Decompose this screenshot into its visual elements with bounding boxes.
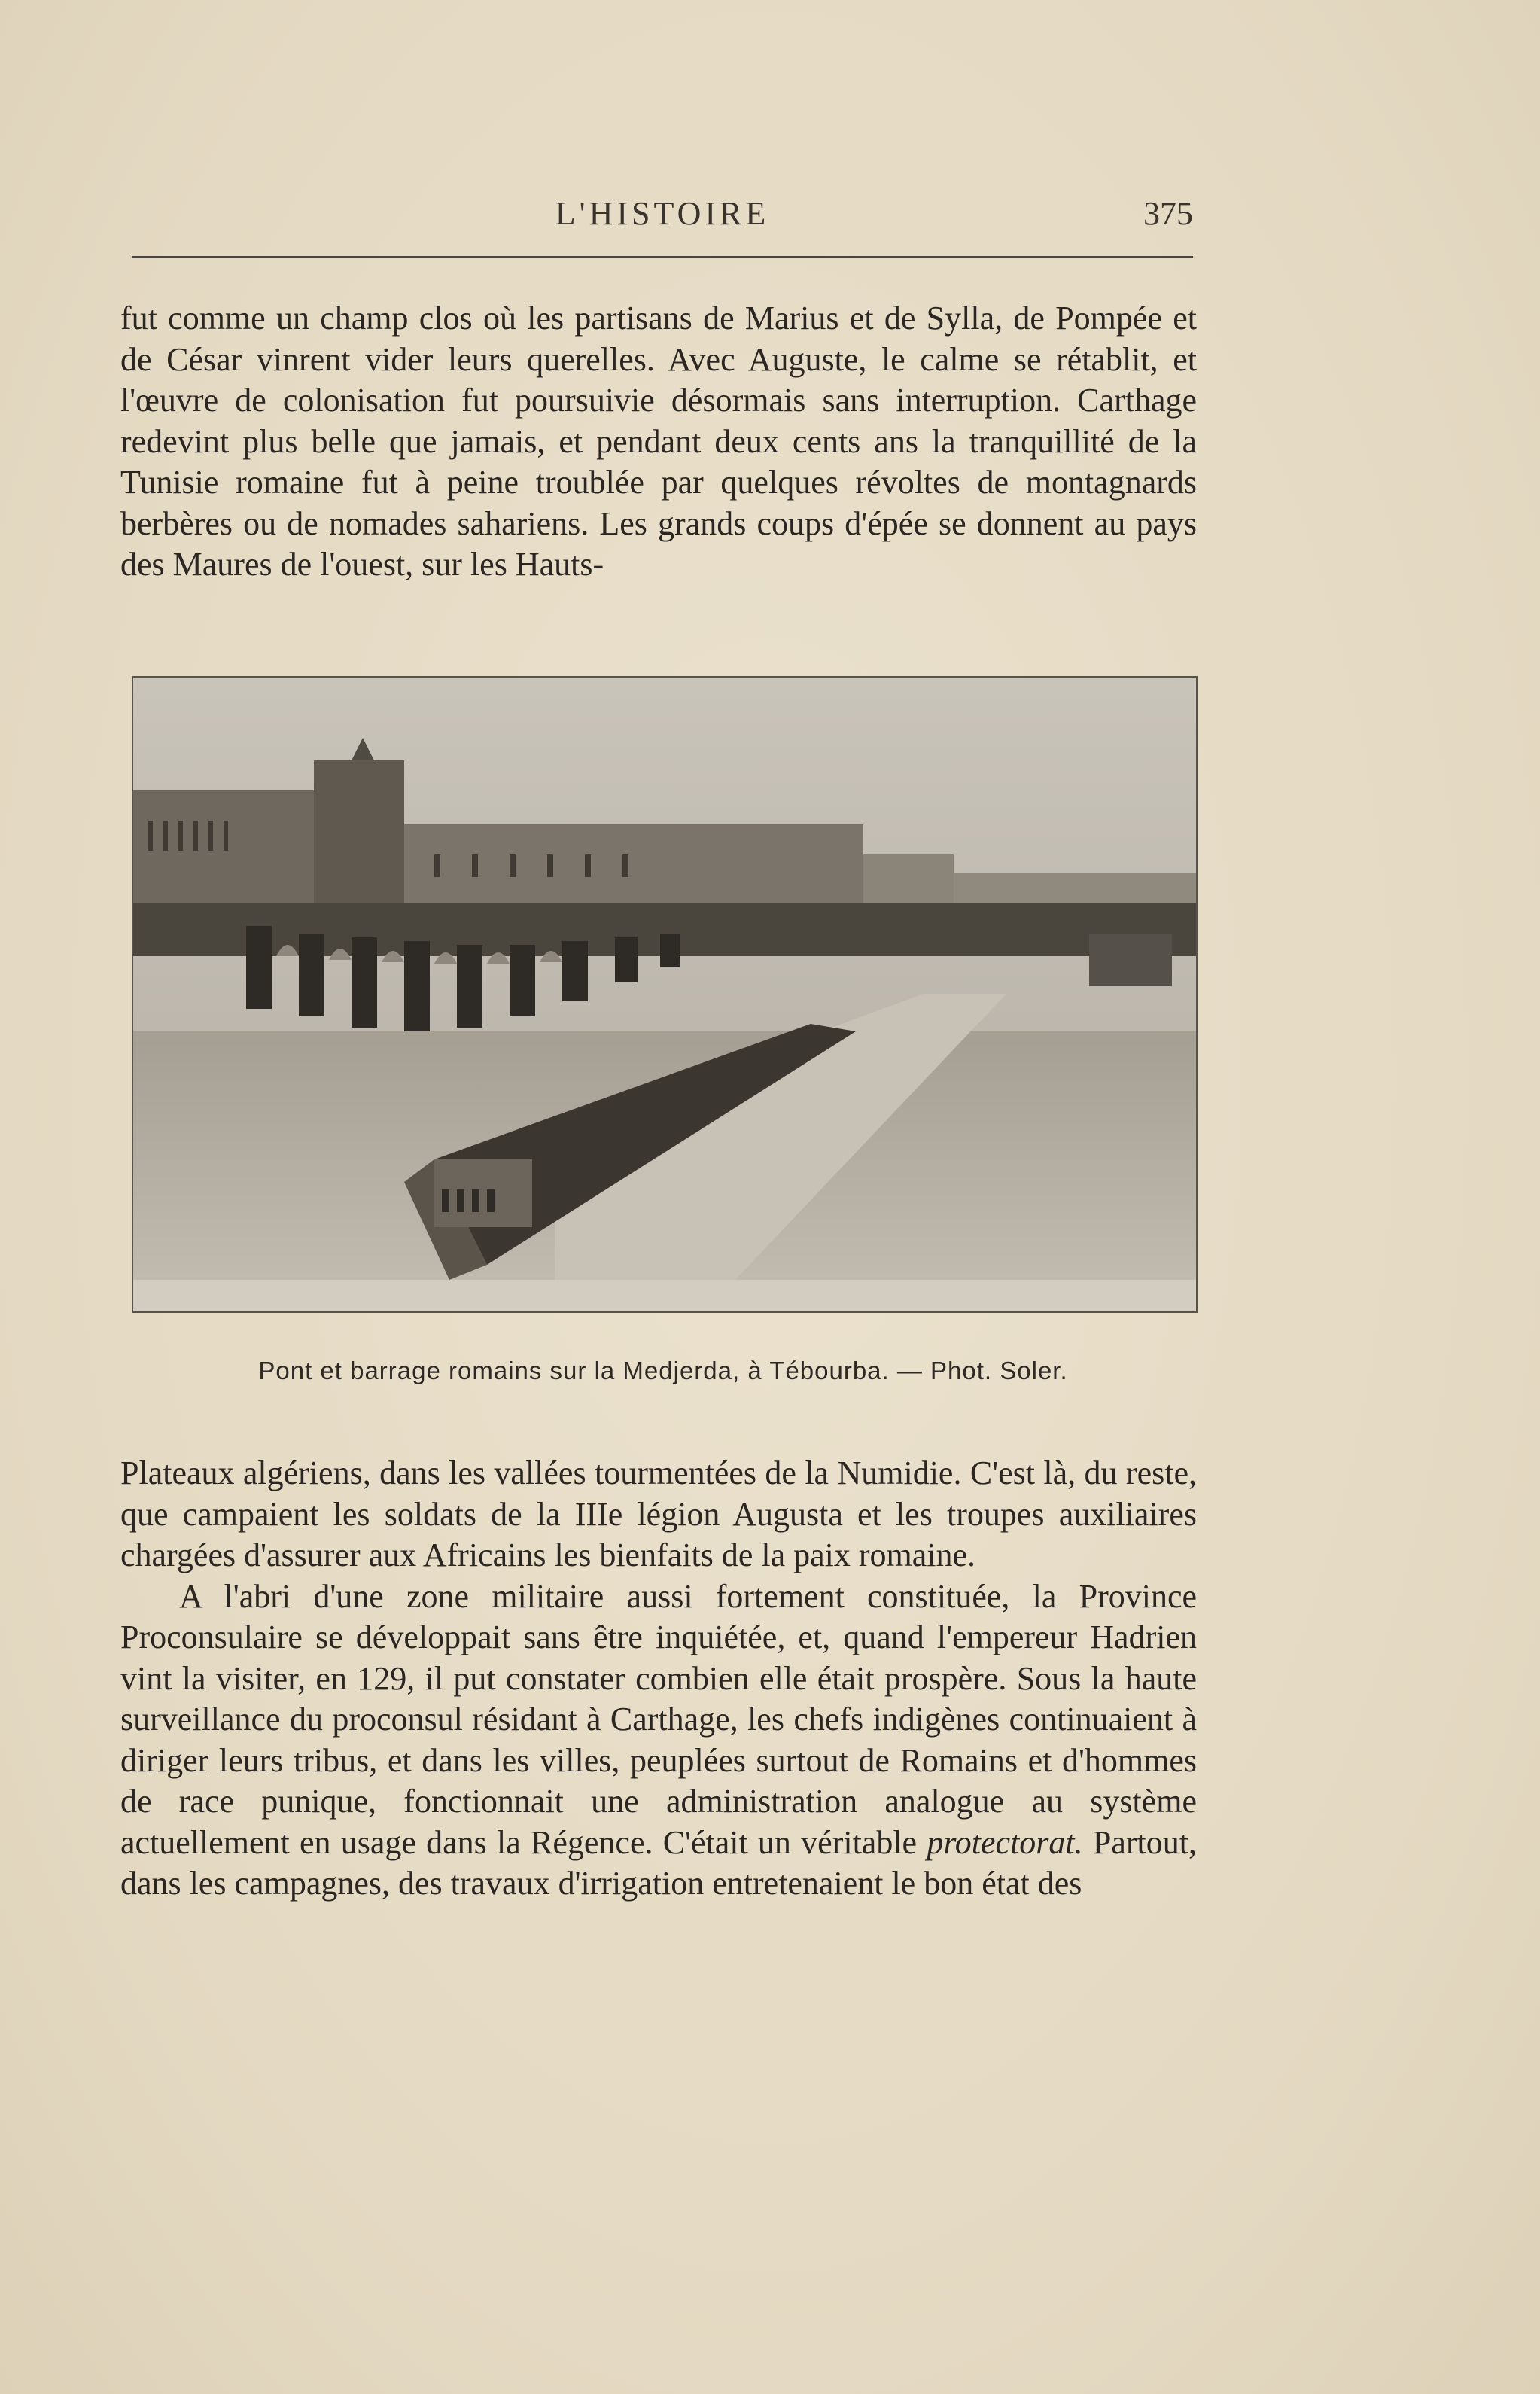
paragraph-text: A l'abri d'une zone militaire aussi fortement constituée, la Province Proconsulaire se développait sans être inquiétée, et, quand l'empereur Hadrien vint la visiter, en 129, il put constater combien elle était prospère. Sous la haute surveillance du proconsul résidant à Carthage, les chefs indigènes continuaient à diriger leurs tribus, et dans les villes, peuplées surtout de Romains et d'hommes de race punique, fonctionnait une administration analogue au système actuellement en usage dans la Régence. C'était un véritable <box>120 1577 1197 1861</box>
paragraph <box>120 1576 1197 1905</box>
paragraph: fut comme un champ clos où les partisans de Marius et de Sylla, de Pompée et de César vinrent vider leurs querelles. Avec Auguste, le calme se rétablit, et l'œuvre de colonisation fut poursuivie désormais sans interruption. Carthage redevint plus belle que jamais, et pendant deux cents ans la tranquillité de la Tunisie romaine fut à peine troublée par quelques révoltes de montagnards berbères ou de nomades sahariens. Les grands coups d'épée se donnent au pays des Maures de l'ouest, sur les Hauts- <box>120 300 1197 583</box>
running-title: L'HISTOIRE <box>555 195 770 232</box>
body-text-bottom <box>120 1453 1197 1905</box>
photograph-roman-bridge <box>132 676 1198 1313</box>
page-header <box>132 194 1193 239</box>
paragraph-text: Partout, dans les campagnes, des travaux d'irrigation entretenaient le bon état des <box>120 1823 1198 1902</box>
header-rule <box>132 256 1193 258</box>
paragraph: Plateaux algériens, dans les vallées tourmentées de la Numidie. C'est là, du reste, que campaient les soldats de la IIIe légion Augusta et les troupes auxiliaires chargées d'assurer aux Africains les bienfaits de la paix romaine. <box>120 1454 1197 1573</box>
figure-caption: Pont et barrage romains sur la Medjerda, à Tébourba. — Phot. Soler. <box>258 1357 1068 1384</box>
page-number: 375 <box>1143 195 1193 232</box>
body-text-top <box>120 298 1197 586</box>
emphasis-protectorat: protectorat. <box>927 1823 1083 1861</box>
